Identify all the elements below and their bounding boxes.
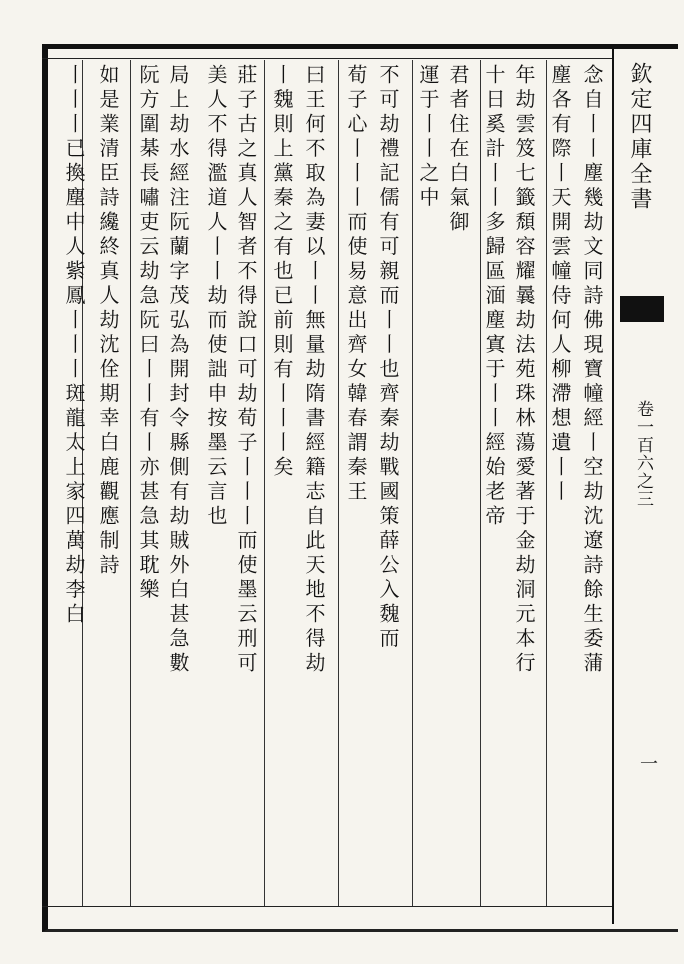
text-column: 運于丨丨之中: [416, 64, 440, 211]
column-rule: [412, 60, 413, 906]
column-rule: [264, 60, 265, 906]
book-title: 欽定四庫全書: [627, 62, 652, 212]
column-rule: [480, 60, 481, 906]
text-column: 丨魏則上黨秦之有也已前則有丨丨丨矣: [270, 64, 294, 481]
top-rule: [42, 58, 612, 59]
text-column: 莊子古之真人智者不得說口可劫荀子丨丨丨而使墨云刑可: [234, 64, 258, 677]
column-rule: [130, 60, 131, 906]
text-column: 塵各有際丨天開雲幢侍何人柳滯想遺丨丨: [548, 64, 572, 505]
text-column: 君者住在白氣御: [446, 64, 470, 236]
text-column: 如是業清臣詩纔終真人劫沈佺期幸白鹿觀應制詩: [96, 64, 120, 579]
column-rule: [338, 60, 339, 906]
bottom-rule: [42, 906, 612, 907]
text-column: 美人不得濫道人丨丨劫而使詘申按墨云言也: [204, 64, 228, 530]
column-rule: [546, 60, 547, 906]
fish-tail-mark: [620, 296, 664, 322]
text-column: 阮方圍棊長嘯吏云劫急阮曰丨丨有丨亦甚急其耽樂: [136, 64, 160, 603]
text-column: 念自丨丨塵幾劫文同詩佛現寶幢經丨空劫沈遼詩餘生委蒲: [580, 64, 604, 677]
text-column: 局上劫水經注阮蘭字茂弘為開封令縣側有劫賊外白甚急數: [166, 64, 190, 677]
text-column: 曰王何不取為妻以丨丨無量劫隋書經籍志自此天地不得劫: [302, 64, 326, 677]
text-column: 丨丨丨已換塵中人紫鳳丨丨丨斑龍太上家四萬劫李白: [62, 64, 86, 628]
text-column: 十日奚計丨丨多歸區湎塵寘于丨丨經始老帝: [482, 64, 506, 530]
volume-label: 卷一百六之三: [633, 400, 653, 508]
text-column: 荀子心丨丨丨而使易意出齊女韓春謂秦王: [344, 64, 368, 505]
text-column: 不可劫禮記儒有可親而丨丨也齊秦劫戰國策薛公入魏而: [376, 64, 400, 652]
page-number: 一: [637, 754, 658, 775]
text-column: 年劫雲笈七籤頹容耀曩劫法苑珠林蕩愛著于金劫洞元本行: [512, 64, 536, 677]
